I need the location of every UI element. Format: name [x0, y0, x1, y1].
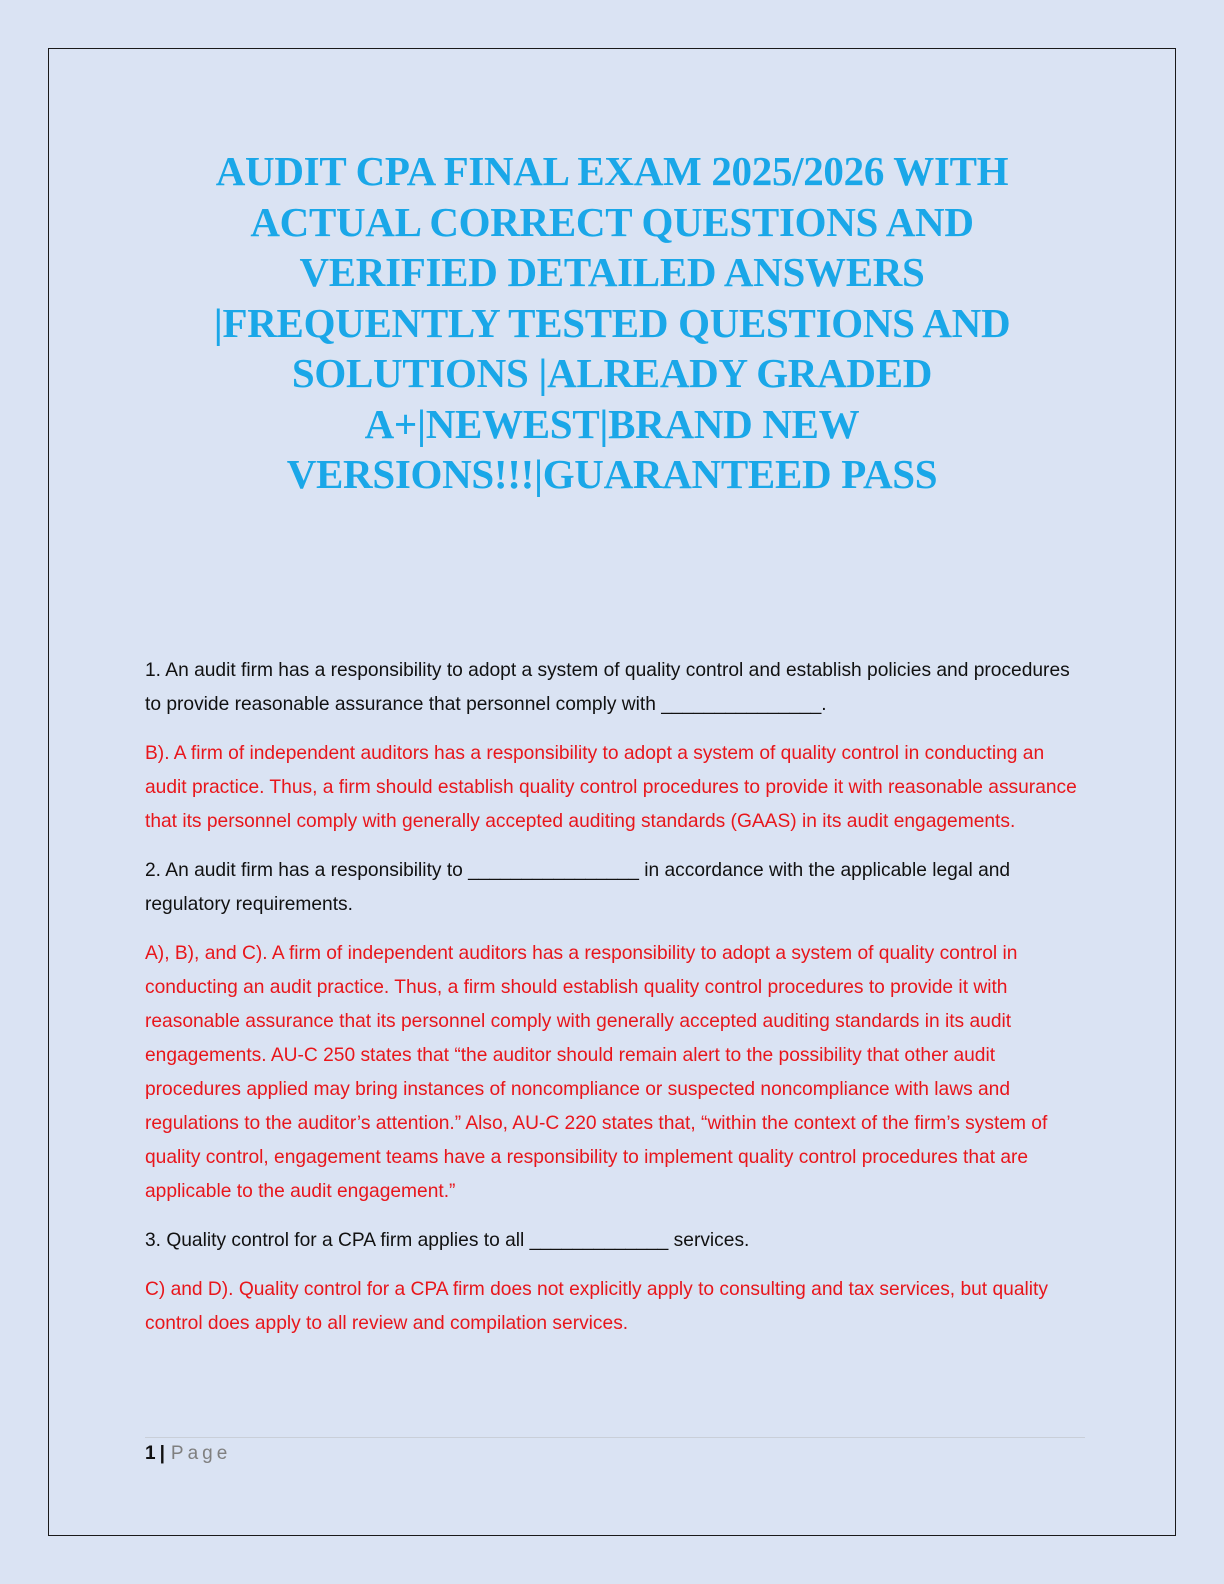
title-line: |FREQUENTLY TESTED QUESTIONS AND — [213, 299, 1011, 346]
title-line: AUDIT CPA FINAL EXAM 2025/2026 WITH — [215, 148, 1009, 194]
document-title — [130, 146, 1094, 500]
footer-separator: | — [159, 1443, 165, 1464]
title-line: ACTUAL CORRECT QUESTIONS AND — [250, 198, 974, 245]
page-footer — [145, 1441, 231, 1467]
answer-1: B). A firm of independent auditors has a responsibility to adopt a system of quality control in conducting an audit practice. Thus, a firm should establish quality control procedures to provide it with reasonable assurance that its personnel comply with generally accepted auditing standards (GAAS) in its audit engagements. — [145, 743, 1077, 832]
answer-3: C) and D). Quality control for a CPA firm does not explicitly apply to consulting and tax services, but quality control does apply to all review and compilation services. — [145, 1279, 1048, 1334]
page-number: 1 — [145, 1443, 156, 1464]
answer-2: A), B), and C). A firm of independent auditors has a responsibility to adopt a system of quality control in conducting an audit practice. Thus, a firm should establish quality control procedures to provide it with reasonable assurance that its personnel comply with generally accepted auditing standards in its audit engagements. AU-C 250 states that “the auditor should remain alert to the possibility that other audit procedures applied may bring instances of noncompliance or suspected noncompliance with laws and regulations to the auditor’s attention.” Also, AU-C 220 states that, “within the context of the firm’s system of quality control, engagement teams have a responsibility to implement quality control procedures that are applicable to the audit engagement.” — [145, 943, 1048, 1202]
title-line: SOLUTIONS |ALREADY GRADED — [291, 350, 933, 396]
question-list — [145, 654, 1085, 1356]
title-line: VERSIONS!!!|GUARANTEED PASS — [286, 451, 938, 497]
page-label: Page — [170, 1443, 232, 1464]
title-line: VERIFIED DETAILED ANSWERS — [299, 249, 925, 295]
question-1: 1. An audit firm has a responsibility to adopt a system of quality control and establish policies and procedures to provide reasonable assurance that personnel comply with _______________. — [145, 660, 1070, 715]
footer-divider — [145, 1437, 1085, 1438]
question-3: 3. Quality control for a CPA firm applies to all _____________ services. — [145, 1230, 750, 1251]
question-2: 2. An audit firm has a responsibility to ________________ in accordance with the applicable legal and regulatory requirements. — [145, 860, 1011, 915]
title-line: A+|NEWEST|BRAND NEW — [364, 400, 860, 447]
